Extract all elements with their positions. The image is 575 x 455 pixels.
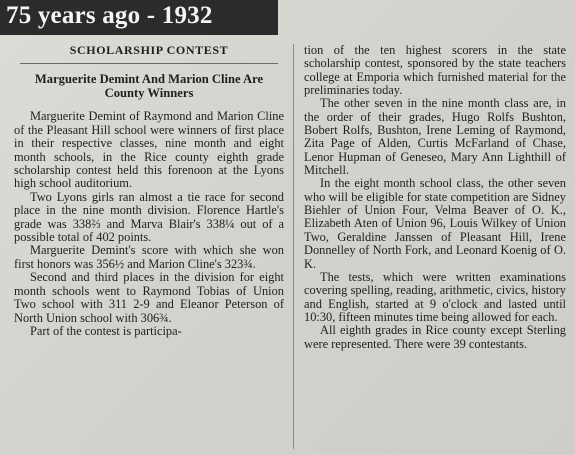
article-kicker: SCHOLARSHIP CONTEST	[69, 43, 229, 57]
article-paragraph: Part of the contest is participa-	[30, 323, 182, 338]
article-paragraph: Marguerite Demint of Raymond and Marion Cline of the Pleasant Hill school were winners of first place in their respective classes, nine month and eight month schools, in the Rice county eighth grade scholarship contest held this forenoon at the Lyons high school auditorium.	[14, 109, 284, 191]
article-paragraph: The other seven in the nine month class are, in the order of their grades, Hugo Rolfs Bushton, Bobert Rolfs, Bushton, Irene Leming of Raymond, Zita Page of Alden, Curtis McFarland of Chase, Lenor Hupman of Geneseo, Mary Ann Lighthill of Mitchell.	[304, 96, 566, 178]
article-paragraph: Second and third places in the division for eight month schools went to Raymond Tobias of Union Two school with 311 2-9 and Eleanor Peterson of North Union school with 306¾.	[14, 270, 284, 325]
article-paragraph: Two Lyons girls ran almost a tie race for second place in the nine month division. Florence Hartle's grade was 338⅔ and Marva Blair's 338¼ out of a possible total of 402 points.	[14, 189, 284, 245]
page-title: 75 years ago - 1932	[6, 2, 213, 29]
article-paragraph: Marguerite Demint's score with which she won first honors was 356½ and Marion Cline's 323¾.	[14, 243, 284, 271]
left-column	[14, 44, 284, 338]
article-headline: Marguerite Demint And Marion Cline Are County Winners	[34, 72, 264, 101]
kicker-rule	[20, 63, 278, 64]
header-bar	[0, 0, 278, 35]
column-divider	[293, 44, 294, 449]
article-paragraph: The tests, which were written examinations covering spelling, reading, arithmetic, civics, history and English, started at 9 o'clock and lasted until 10:30, fifteen minutes time being allowed for each.	[304, 269, 566, 324]
article-paragraph: All eighth grades in Rice county except Sterling were represented. There were 39 contestants.	[304, 323, 566, 351]
article-paragraph: In the eight month school class, the other seven who will be eligible for state competition are Sidney Biehler of Union Four, Velma Beaver of O. K., Elizabeth Aten of Union 96, Louis Wilkey of Union Two, Geraldine Janssen of Pleasant Hill, Irene Donnelley of North Fork, and Leonard Koenig of O. K.	[304, 176, 566, 271]
article-paragraph: tion of the ten highest scorers in the state scholarship contest, sponsored by the state teachers college at Emporia which furnished material for the preliminaries today.	[304, 43, 566, 98]
right-column	[304, 44, 566, 351]
